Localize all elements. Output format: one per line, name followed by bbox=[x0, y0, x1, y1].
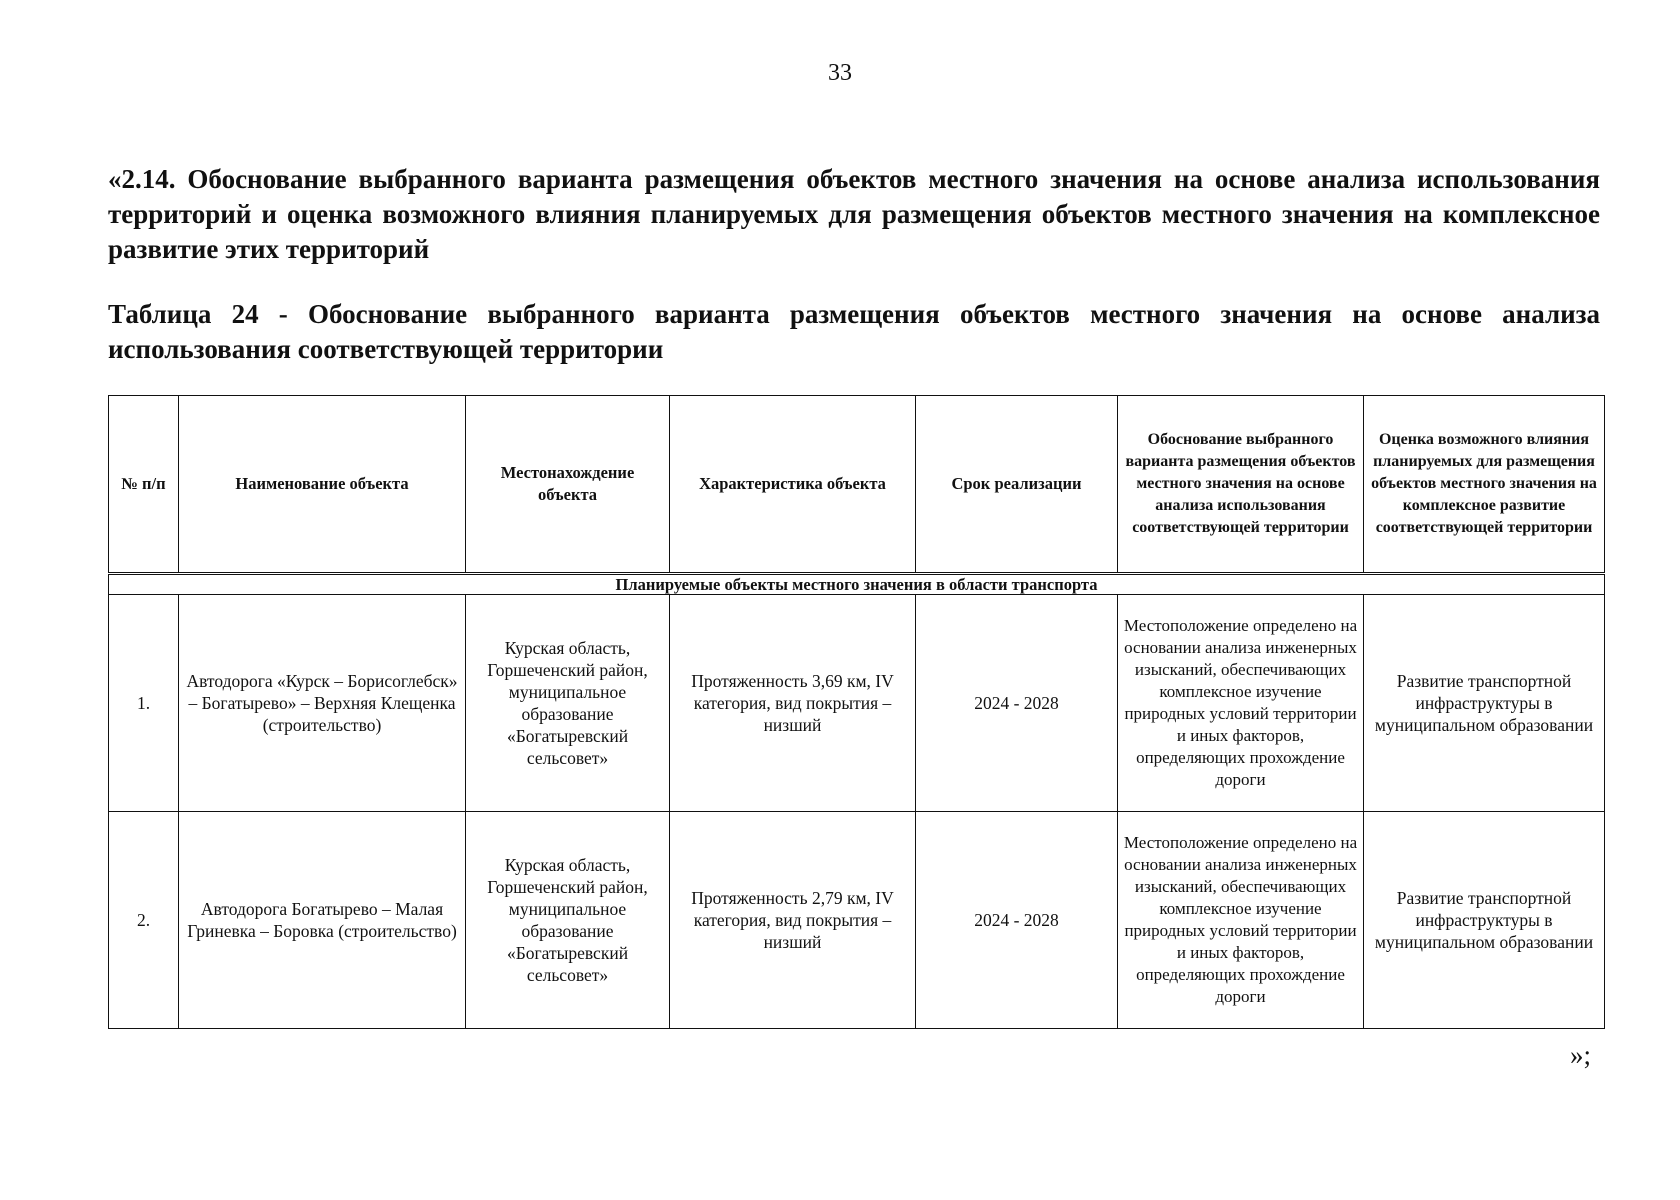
header-num: № п/п bbox=[109, 396, 179, 574]
cell-num: 2. bbox=[109, 812, 179, 1029]
table-header-row bbox=[109, 396, 1605, 574]
header-justification: Обоснование выбранного варианта размещения объектов местного значения на основе анализа использования соответствующей территории bbox=[1118, 396, 1364, 574]
header-location: Местонахождение объекта bbox=[466, 396, 670, 574]
table-section-row bbox=[109, 574, 1605, 595]
page-number: 33 bbox=[828, 60, 852, 86]
cell-name: Автодорога «Курск – Борисоглебск» – Богатырево» – Верхняя Клещенка (строительство) bbox=[179, 595, 466, 812]
header-impact: Оценка возможного влияния планируемых для размещения объектов местного значения на комплексное развитие соответствующей территории bbox=[1364, 396, 1605, 574]
header-characteristic: Характеристика объекта bbox=[670, 396, 916, 574]
cell-characteristic: Протяженность 3,69 км, IV категория, вид покрытия – низший bbox=[670, 595, 916, 812]
section-title: «2.14. Обоснование выбранного варианта размещения объектов местного значения на основе анализа использования территорий и оценка возможного влияния планируемых для размещения объектов местного значения на комплексное развитие этих территорий bbox=[108, 164, 1600, 264]
table-caption: Таблица 24 - Обоснование выбранного варианта размещения объектов местного значения на основе анализа использования соответствующей территории bbox=[108, 299, 1600, 364]
cell-impact: Развитие транспортной инфраструктуры в муниципальном образовании bbox=[1364, 812, 1605, 1029]
closing-quote: »; bbox=[1570, 1040, 1592, 1070]
cell-term: 2024 - 2028 bbox=[916, 595, 1118, 812]
cell-term: 2024 - 2028 bbox=[916, 812, 1118, 1029]
header-term: Срок реализации bbox=[916, 396, 1118, 574]
justification-table bbox=[108, 395, 1605, 1029]
cell-location: Курская область, Горшеченский район, муниципальное образование «Богатыревский сельсовет» bbox=[466, 812, 670, 1029]
cell-characteristic: Протяженность 2,79 км, IV категория, вид покрытия – низший bbox=[670, 812, 916, 1029]
header-name: Наименование объекта bbox=[179, 396, 466, 574]
cell-justification: Местоположение определено на основании анализа инженерных изысканий, обеспечивающих комплексное изучение природных условий территории и иных факторов, определяющих прохождение дороги bbox=[1118, 812, 1364, 1029]
table-row bbox=[109, 595, 1605, 812]
cell-location: Курская область, Горшеченский район, муниципальное образование «Богатыревский сельсовет» bbox=[466, 595, 670, 812]
cell-impact: Развитие транспортной инфраструктуры в муниципальном образовании bbox=[1364, 595, 1605, 812]
cell-justification: Местоположение определено на основании анализа инженерных изысканий, обеспечивающих комплексное изучение природных условий территории и иных факторов, определяющих прохождение дороги bbox=[1118, 595, 1364, 812]
table-row bbox=[109, 812, 1605, 1029]
cell-num: 1. bbox=[109, 595, 179, 812]
cell-name: Автодорога Богатырево – Малая Гриневка – Боровка (строительство) bbox=[179, 812, 466, 1029]
section-label: Планируемые объекты местного значения в области транспорта bbox=[109, 574, 1605, 595]
